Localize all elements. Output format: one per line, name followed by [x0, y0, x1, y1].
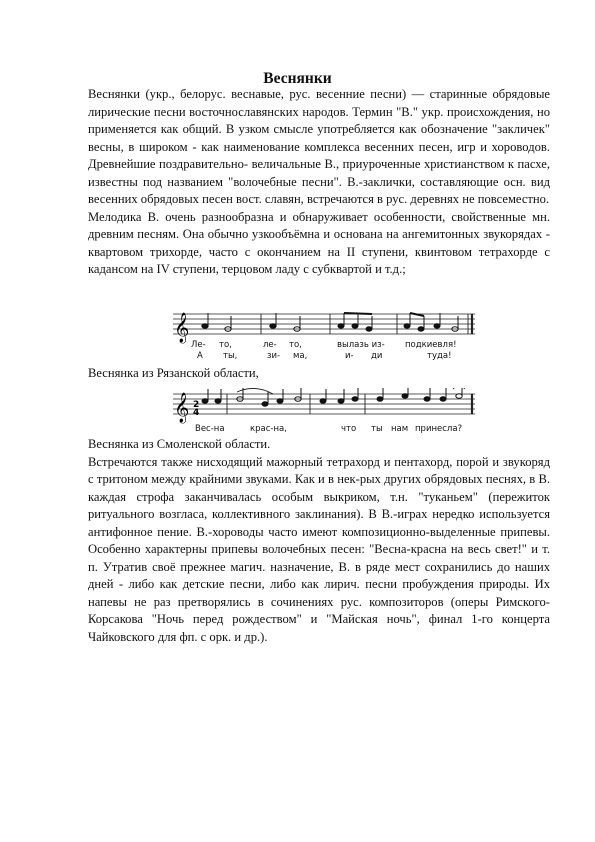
staff-lines: [173, 314, 475, 334]
lyrics-line: [195, 424, 462, 434]
caption-ryazan: [88, 365, 550, 383]
lyric-syllable: ты,: [223, 351, 238, 361]
notes: [202, 388, 465, 406]
lyric-syllable: что: [341, 424, 357, 434]
lyric-syllable: Ле-: [191, 340, 206, 350]
lyric-syllable: то,: [219, 340, 232, 350]
lyric-syllable: ле-: [263, 340, 277, 350]
lyric-syllable: вылазь из-: [337, 340, 385, 350]
paragraph-scales: Встречаются также нисходящий мажорный тетрахорд и пентахорд, порой и звукоряд с тритоном между крайними звуками. Как и в нек-рых других обрядовых песнях, в В. каждая строфа заканчивалась особым выкриком, т.н. "туканьем" (пережиток ритуального возгласа, коллективного заклинания). В В.-играх нередко используется антифонное пение. В.-хороводы часто имеют композиционно-выделенные припевы. Особенно характерны припевы волочебных песен: "Весна-красна на весь свет!" и т. п. Утратив своё прежнее магич. назначение, В. в ряде мест сохранились до наших дней - либо как детские песни, либо как лирич. песни пробуждения природы. Их напевы не раз претворялись в сочинениях рус. композиторов (оперы Римского-Корсакова "Ночь перед рождеством" и "Майская ночь", финал 1-го концерта Чайковского для фп. с орк. и др.).: [88, 454, 550, 644]
time-signature: 2: [193, 400, 200, 410]
treble-clef-icon: 𝄞: [174, 313, 190, 343]
lyric-syllable: ма,: [293, 351, 308, 361]
music-score-ryazan: [165, 306, 480, 368]
body-text: [88, 436, 550, 646]
lyric-syllable: и-: [345, 351, 354, 361]
lyric-syllable: ди: [371, 351, 383, 361]
paragraph-melodics: Мелодика В. очень разнообразна и обнаруживает особенности, свойственные мн. древним песням. Она обычно узкообъёмна и основана на ангемитонных звукорядах - квартовом трихорде, часто с окончанием на II ступени, квинтовом тетрахорде с кадансом на IV ступени, терцовом ладу с субквартой и т.д.;: [88, 209, 550, 276]
lyric-syllable: туда!: [427, 351, 452, 361]
caption-smolensk-text: Веснянка из Смоленской области.: [88, 437, 271, 451]
music-score-smolensk: [165, 388, 480, 436]
lyrics-line-2: [197, 351, 451, 361]
lyric-syllable: крас-на,: [250, 424, 287, 434]
lyric-syllable: подкиевля!: [405, 340, 457, 350]
lyric-syllable: то,: [289, 340, 302, 350]
intro-text: [88, 86, 550, 279]
lyric-syllable: зи-: [267, 351, 281, 361]
paragraph-definition: Веснянки (укр., белорус. веснавые, рус. весенние песни) — старинные обрядовые лирические песни восточнославянских народов. Термин "В." укр. происхождения, но применяется как общий. В узком смысле употребляется как обозначение "закличек" весны, в широком - как наименование комплекса весенних песен, игр и хороводов. Древнейшие поздравительно- величальные В., приуроченные христианством к пасхе, известны под названием "волочебные песни". В.-заклички, составляющие осн. вид весенних обрядовых песен вост. славян, встречаются в рус. деревнях не повсеместно.: [88, 87, 550, 206]
treble-clef-icon: 𝄞: [174, 393, 190, 423]
lyric-syllable: Вес-на: [195, 424, 225, 434]
caption-ryazan-text: Веснянка из Рязанской области,: [88, 366, 259, 380]
lyric-syllable: ты: [371, 424, 383, 434]
lyrics-line-1: [191, 340, 457, 350]
time-signature: 4: [193, 408, 200, 418]
page-title: Веснянки: [263, 70, 332, 87]
lyric-syllable: принесла?: [415, 424, 463, 434]
lyric-syllable: нам: [391, 424, 409, 434]
lyric-syllable: А: [197, 351, 203, 361]
